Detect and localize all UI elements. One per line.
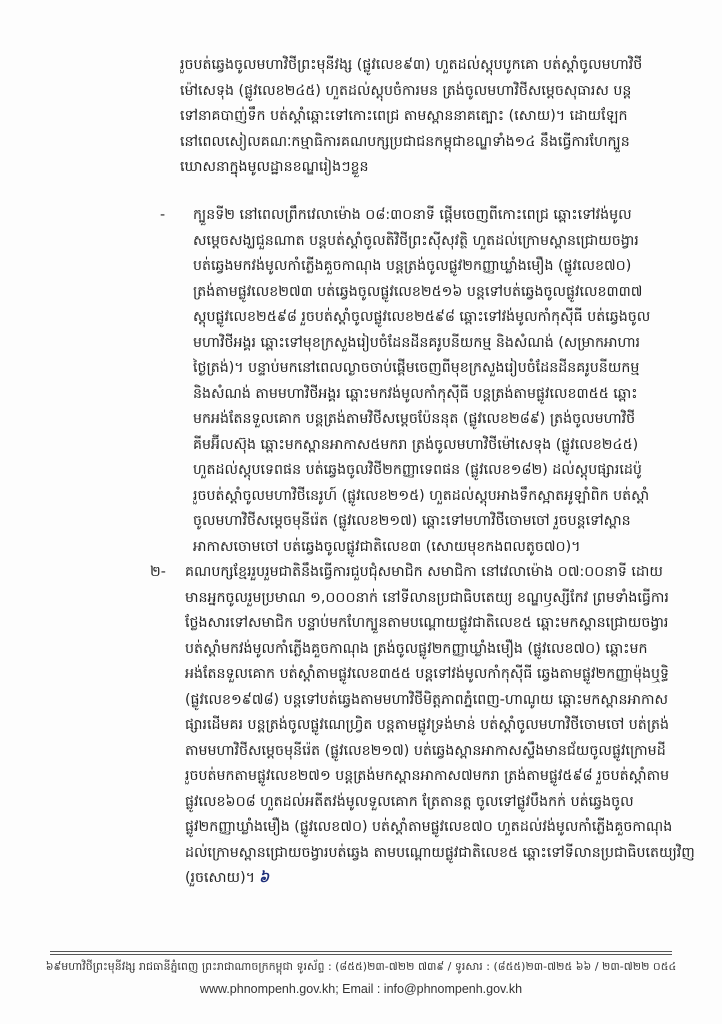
text-line: មានអ្នកចូលរួមប្រមាណ ១,០០០នាក់ នៅទីលានប្រជាធិបតេយ្យ ខណ្ឌឫស្សីកែវ ព្រមទាំងធ្វើការ bbox=[185, 589, 669, 606]
text-line: មកអង់តែនទួលគោក បន្តត្រង់តាមវិថីសម្តេចប៉ែននុត (ផ្លូវលេខ២៨៩) ត្រង់ចូលមហាវិថី bbox=[193, 411, 636, 427]
text-line: រួចបត់ឆ្វេងចូលមហាវិថីព្រះមុនីវង្ស (ផ្លូវលេខ៩៣) ហួតដល់ស្តុបបូកគោ បត់ស្តាំចូលមហាវិថី bbox=[180, 57, 643, 73]
text-line bbox=[185, 866, 710, 892]
text-line: បត់ឆ្វេងមកវង់មូលកាំភ្លើងគួចកាណុង បន្តត្រង់ចូលផ្លូវ២កញ្ញាឃ្លាំងមឿង (ផ្លូវលេខ៧០) bbox=[193, 258, 632, 274]
text-line: អាកាសចោមចៅ បត់ឆ្វេងចូលផ្លូវជាតិលេខ៣ (សោយមុខកងពលតូច៧០)។ bbox=[193, 538, 581, 555]
footer-address: ៦៩មហាវិថីព្រះមុនីវង្ស រាជធានីភ្នំពេញ ព្រះរាជាណាចក្រកម្ពុជា ទូរស័ព្ទ : (៨៥៥)២៣-៧២២ ៧៣៩ / ទូរសារ : (៨៥៥)២៣-៧២៥ ៦៦ / ២៣-៧២២ ០៥៤ bbox=[45, 960, 677, 973]
closing-text: (រួចសោយ)។ bbox=[185, 870, 255, 886]
text-line: (ផ្លូវលេខ១៩៧៨) បន្តទៅបត់ឆ្វេងតាមមហាវិថីមិត្តភាពភ្នំពេញ-ហាណូយ ឆ្ពោះមកស្ពានអាកាស bbox=[185, 691, 668, 708]
text-line: ស្តុបផ្លូវលេខ២៥៩៨ រួចបត់ស្តាំចូលផ្លូវលេខ២៥៩៨ ឆ្ពោះទៅវង់មូលកាំកុស៊ីធី បត់ឆ្វេងចូល bbox=[193, 309, 651, 325]
text-line: គណបក្សខ្មែររួបរួមជាតិនឹងធ្វើការជួបជុំសមាជិក សមាជិកា នៅវេលាម៉ោង ០៧:០០នាទី ដោយ bbox=[185, 564, 663, 580]
text-line: រួចបត់មកតាមផ្លូវលេខ២៧១ បន្តត្រង់មកស្ពានអាកាស៧មករា ត្រង់តាមផ្លូវ៥៩៨ រួចបត់ស្តាំតាម bbox=[185, 768, 670, 784]
text-line: ថ្ងៃត្រង់)។ បន្ទាប់មកនៅពេលល្ងាចចាប់ផ្តើមចេញពីមុខក្រសួងរៀបចំដែនដីនគរូបនីយកម្ម bbox=[193, 360, 640, 376]
text-line: ផ្សារដើមគរ បន្តត្រង់ចូលផ្លូវណេហ្វ្រិត បន្តតាមផ្លូវទ្រង់មាន់ បត់ស្តាំចូលមហាវិថីចោមចៅ បត់ត្រង់ bbox=[185, 717, 670, 733]
text-line: នៅពេលសៀលគណៈកម្មាធិការគណបក្សប្រជាជនកម្ពុជាខណ្ឌទាំង១៤ នឹងធ្វើការហែក្បួន bbox=[180, 133, 630, 150]
route2-bullet-marker: - bbox=[160, 207, 166, 223]
text-line: ត្រង់តាមផ្លូវលេខ២៧៣ បត់ឆ្វេងចូលផ្លូវលេខ២៥១៦ បន្តទៅបត់ឆ្វេងចូលផ្លូវលេខ៣៣៧ bbox=[193, 283, 643, 300]
text-line: រួចបត់ស្តាំចូលមហាវិថីនេរូហ៍ (ផ្លូវលេខ២១៥) ហួតដល់ស្តុបអាងទឹកស្អាតអូឡាំពិក បត់ស្តាំ bbox=[193, 487, 650, 504]
text-line: សម្តេចសង្ឃជួនណាត បន្តបត់ស្តាំចូលតិវិថីព្រះស៊ីសុវត្ថិ ហួតដល់ក្រោមស្ពានជ្រោយចង្វារ bbox=[193, 232, 639, 249]
route1-continuation-paragraph bbox=[180, 53, 700, 181]
text-line: ផ្លូវ២កញ្ញាឃ្លាំងមឿង (ផ្លូវលេខ៧០) បត់ស្តាំតាមផ្លូវលេខ៧០ ហួតដល់វង់មូលកាំភ្លើងគួចកាណុង bbox=[185, 819, 673, 835]
route2-paragraph bbox=[193, 203, 703, 560]
text-line: គីមអ៊ីលស៊ុង ឆ្ពោះមកស្ពានអាកាស៥មករា ត្រង់ចូលមហាវិថីម៉ៅសេទុង (ផ្លូវលេខ២៤៥) bbox=[193, 436, 639, 453]
text-line: ម៉ៅសេទុង (ផ្លូវលេខ២៤៥) ហួតដល់ស្តុបចំការមន ត្រង់ចូលមហាវិថីសម្តេចសុធារស បន្ត bbox=[180, 82, 632, 99]
text-line: មហាវិថីអង្គរ ឆ្ពោះទៅមុខក្រសួងរៀបចំដែនដីនគរូបនីយកម្ម និងសំណង់ (សម្រាកអាហារ bbox=[193, 334, 641, 351]
text-line: ទៅនាគបាញ់ទឹក បត់ស្តាំឆ្ពោះទៅកោះពេជ្រ តាមស្ពាននាគត្បោះ (សោយ)។ ដោយឡែក bbox=[180, 108, 628, 124]
text-line: និងសំណង់ តាមមហាវិថីអង្គរ ឆ្ពោះមកវង់មូលកាំកុស៊ីធី បន្តត្រង់តាមផ្លូវលេខ៣៥៥ ឆ្ពោះ bbox=[193, 385, 638, 402]
footer-contact: www.phnompenh.gov.kh; Email : info@phnompenh.gov.kh bbox=[199, 982, 523, 996]
footer-divider bbox=[50, 954, 672, 955]
text-line: ដល់ក្រោមស្ពានជ្រោយចង្វារបត់ឆ្វេង តាមបណ្ដោយផ្លូវជាតិលេខ៥ ឆ្ពោះទៅទីលានប្រជាធិបតេយ្យវិញ bbox=[185, 844, 695, 861]
text-line: តាមមហាវិថីសម្តេចមុនីរ៉េត (ផ្លូវលេខ២១៧) បត់ឆ្វេងស្ពានអាកាសស្ទឹងមានជ័យចូលផ្លូវក្រោមដី bbox=[185, 742, 666, 759]
text-line: អង់តែនទួលគោក បត់ស្តាំតាមផ្លូវលេខ៣៥៥ បន្តទៅវង់មូលកាំកុស៊ីធី ឆ្វេងតាមផ្លូវ២កញ្ញាម៉ុងឬទ្ធិ bbox=[185, 666, 669, 682]
item2-paragraph bbox=[185, 560, 710, 892]
text-line: ផ្លូវលេខ៦០៨ ហួតដល់អតីតវង់មូលទួលគោក ត្រែតានត្ត ចូលទៅផ្លូវបឹងកក់ បត់ឆ្វេងចូល bbox=[185, 793, 634, 810]
end-of-text-mark: ៦ bbox=[258, 870, 270, 886]
text-line: ហួតដល់ស្តុបទេពផន បត់ឆ្វេងចូលវិថី២កញ្ញាទេពផន (ផ្លូវលេខ១៨២) ដល់ស្តុបផ្សារដេប៉ូ bbox=[193, 462, 642, 478]
footer-divider bbox=[50, 951, 672, 952]
text-line: បត់ស្តាំមកវង់មូលកាំភ្លើងគួចកាណុង ត្រង់ចូលផ្លូវ២កញ្ញាឃ្លាំងមឿង (ផ្លូវលេខ៧០) ឆ្ពោះមក bbox=[185, 640, 648, 657]
item2-number-marker: ២- bbox=[150, 564, 166, 580]
text-line: ចូលមហាវិថីសម្តេចមុនីរ៉េត (ផ្លូវលេខ២១៧) ឆ្ពោះទៅមហាវិថីចោមចៅ រួចបន្តទៅស្ពាន bbox=[193, 513, 631, 529]
text-line: ក្បួនទី២ នៅពេលព្រឹកវេលាម៉ោង ០៨:៣០នាទី ផ្តើមចេញពីកោះពេជ្រ ឆ្ពោះទៅវង់មូល bbox=[193, 207, 632, 223]
text-line: ឃោសនាក្នុងមូលដ្ឋានខណ្ឌរៀងៗខ្លួន bbox=[180, 159, 369, 175]
text-line: ថ្លែងសារទៅសមាជិក បន្ទាប់មកហែក្បួនតាមបណ្ដោយផ្លូវជាតិលេខ៥ ឆ្ពោះមកស្ពានជ្រោយចង្វារ bbox=[185, 615, 669, 631]
